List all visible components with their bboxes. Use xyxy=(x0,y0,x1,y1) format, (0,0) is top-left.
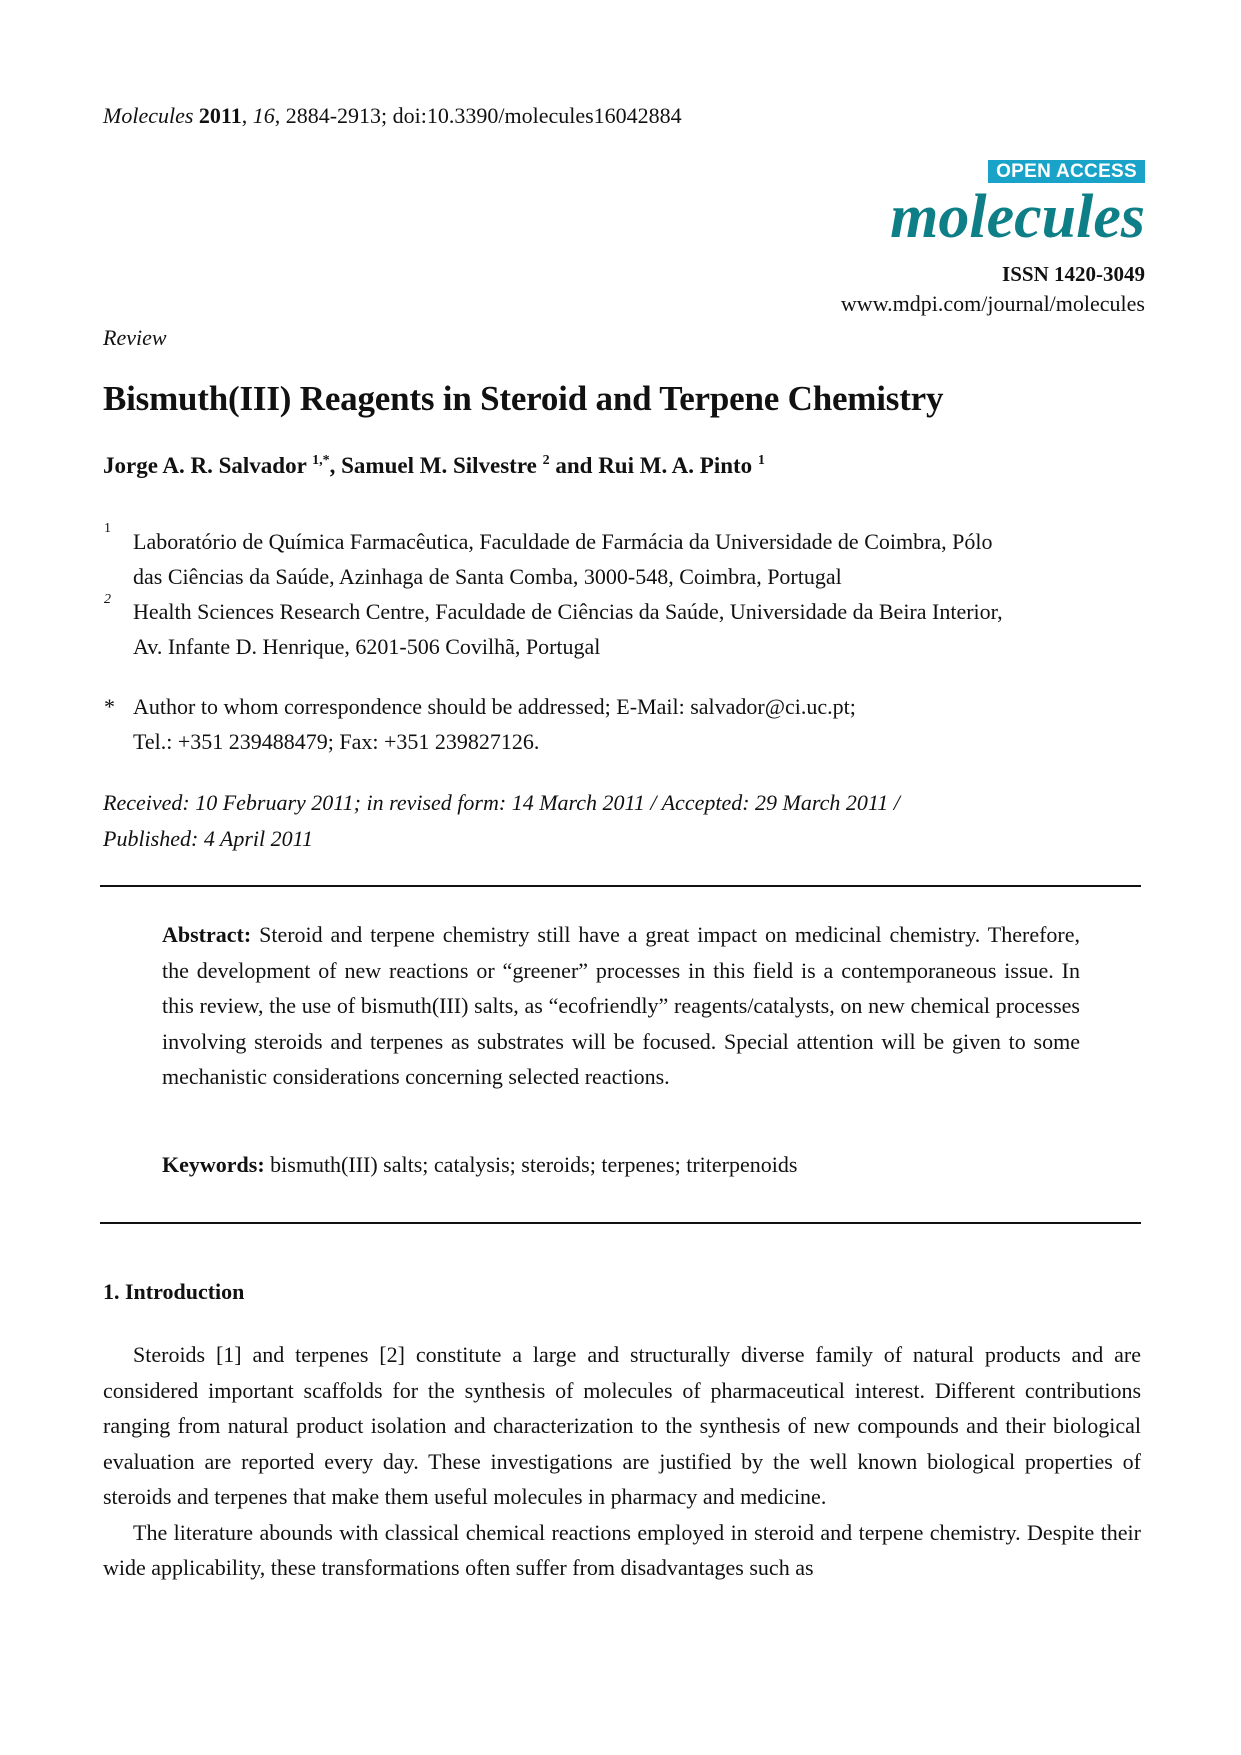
author-affiliation-marker: 1 xyxy=(757,453,765,468)
correspondence-line: Tel.: +351 239488479; Fax: +351 239827126. xyxy=(133,729,540,754)
citation-line: Molecules 2011, 16, 2884-2913; doi:10.3390/molecules16042884 xyxy=(103,103,682,128)
divider-rule xyxy=(100,885,1141,887)
affiliation-line: Av. Infante D. Henrique, 6201-506 Covilhã, Portugal xyxy=(133,634,601,659)
issn: ISSN 1420-3049 xyxy=(1002,262,1145,286)
author-name[interactable]: Samuel M. Silvestre xyxy=(341,453,537,478)
keywords-text: bismuth(III) salts; catalysis; steroids; terpenes; triterpenoids xyxy=(270,1152,798,1177)
author-name[interactable]: Jorge A. R. Salvador xyxy=(103,453,307,478)
affiliation-marker: 1 xyxy=(104,521,111,536)
abstract-text: Steroid and terpene chemistry still have a great impact on medicinal chemistry. Therefore, the development of new reactions or “greener” processes in this field is a contemporaneous issue. In this review, the use of bismuth(III) salts, as “ecofriendly” reagents/catalysts, on new chemical processes involving steroids and terpenes as substrates will be focused. Special attention will be given to some mechanistic considerations concerning selected reactions. xyxy=(162,922,1081,1089)
introduction-body xyxy=(103,1337,1141,1586)
divider-rule xyxy=(100,1222,1141,1224)
publication-year: 2011 xyxy=(198,103,242,128)
article-type: Review xyxy=(103,325,167,350)
volume-number: 16 xyxy=(252,103,275,128)
journal-website-link[interactable]: www.mdpi.com/journal/molecules xyxy=(840,291,1145,316)
paragraph: Steroids [1] and terpenes [2] constitute a large and structurally diverse family of natural products and are considered important scaffolds for the synthesis of molecules of pharmaceutical interest. Different contributions ranging from natural product isolation and characterization to the synthesis of new compounds and their biological evaluation are reported every day. These investigations are justified by the well known biological properties of steroids and terpenes that make them useful molecules in pharmacy and medicine. xyxy=(103,1342,1141,1509)
article-title: Bismuth(III) Reagents in Steroid and Terpene Chemistry xyxy=(103,379,944,418)
journal-logo: molecules xyxy=(890,183,1145,251)
paragraph: The literature abounds with classical chemical reactions employed in steroid and terpene chemistry. Despite their wide applicability, these transformations often suffer from disadvantages such as xyxy=(103,1519,1141,1580)
section-heading: 1. Introduction xyxy=(103,1279,245,1304)
abstract-block xyxy=(162,917,1080,1095)
pages-doi[interactable]: , 2884-2913; doi:10.3390/molecules16042884 xyxy=(274,103,682,128)
author-affiliation-marker: 1,* xyxy=(312,453,330,468)
author-affiliation-marker: 2 xyxy=(542,453,550,468)
affiliation-line: Laboratório de Química Farmacêutica, Faculdade de Farmácia da Universidade de Coimbra, Pólo xyxy=(133,529,993,554)
abstract-label: Abstract: xyxy=(162,922,252,947)
keywords-block xyxy=(162,1152,797,1178)
author-name[interactable]: Rui M. A. Pinto xyxy=(598,453,753,478)
journal-name: Molecules xyxy=(103,103,194,128)
author-list: Jorge A. R. Salvador $^{1,*}$, Samuel M. Silvestre $^2$ and Rui M. A. Pinto $^1$ xyxy=(103,453,765,478)
affiliation-line: das Ciências da Saúde, Azinhaga de Santa Comba, 3000-548, Coimbra, Portugal xyxy=(133,564,842,589)
keywords-label: Keywords: xyxy=(162,1152,265,1177)
affiliation-line: Health Sciences Research Centre, Faculdade de Ciências da Saúde, Universidade da Beira Interior, xyxy=(133,599,1003,624)
dates-line: Published: 4 April 2011 xyxy=(103,826,314,851)
open-access-badge: OPEN ACCESS xyxy=(988,160,1145,183)
affiliation-marker: 2 xyxy=(104,592,111,607)
dates-line: Received: 10 February 2011; in revised form: 14 March 2011 / Accepted: 29 March 2011 / xyxy=(103,790,900,815)
correspondence-marker: * xyxy=(104,694,115,719)
publication-dates xyxy=(103,785,1143,857)
correspondence-line[interactable]: Author to whom correspondence should be addressed; E-Mail: salvador@ci.uc.pt; xyxy=(133,694,856,719)
